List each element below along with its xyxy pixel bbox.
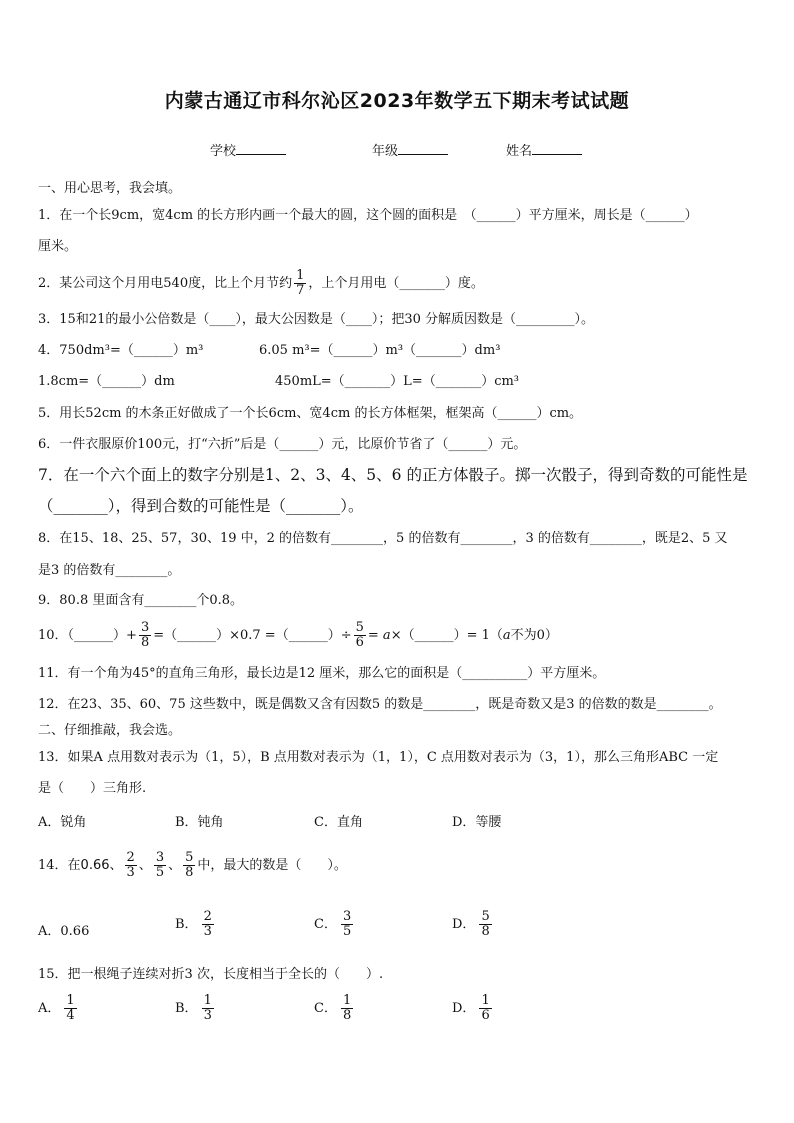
option-label: A．0.66: [38, 924, 90, 939]
fraction-numerator: 3: [342, 909, 352, 924]
separator: 、: [138, 858, 152, 873]
fraction: [183, 851, 195, 880]
question-14-text-b: 中，最大的数是（ ）。: [197, 858, 347, 873]
option-d[interactable]: [452, 994, 494, 1023]
separator: 、: [109, 858, 123, 873]
name-field[interactable]: [506, 140, 582, 159]
option-c[interactable]: C．直角: [314, 815, 363, 830]
school-field[interactable]: [210, 140, 286, 159]
fraction: [294, 269, 306, 298]
fraction-numerator: 3: [140, 620, 150, 635]
fraction-numerator: 5: [481, 909, 490, 924]
question-5: 5．用长52cm 的木条正好做成了一个长6cm、宽4cm 的长方体框架，框架高（______）cm。: [38, 406, 583, 421]
question-4-part-d: 450mL=（_______）L=（_______）cm³: [275, 374, 520, 389]
option-b[interactable]: B．钝角: [175, 815, 224, 830]
fraction: [139, 621, 151, 650]
fraction: [341, 910, 353, 939]
fraction: [154, 851, 166, 880]
fraction-denominator: 6: [481, 1008, 490, 1023]
option-label: A．: [38, 1001, 61, 1016]
option-a[interactable]: [38, 994, 79, 1023]
question-10-text-e: 不为0）: [510, 628, 558, 643]
fraction: [479, 994, 491, 1023]
fraction-denominator: 8: [342, 1008, 352, 1023]
option-b[interactable]: [175, 910, 216, 939]
variable-a: a: [382, 628, 391, 643]
fraction: [479, 910, 491, 939]
grade-field[interactable]: [372, 140, 448, 159]
fraction-denominator: 8: [140, 635, 150, 650]
fraction-numerator: 1: [342, 993, 352, 1008]
question-7-line-1: 7．在一个六个面上的数字分别是1、2、3、4、5、6 的正方体骰子。掷一次骰子，得到奇数的可能性是: [38, 466, 748, 484]
option-d[interactable]: [452, 910, 494, 939]
option-c[interactable]: [314, 910, 355, 939]
option-label: B．: [175, 1001, 198, 1016]
question-7-line-2: （_______），得到合数的可能性是（_______）。: [38, 497, 364, 515]
fraction-denominator: 3: [203, 1008, 212, 1023]
question-2: [38, 266, 764, 302]
option-label: C．: [314, 917, 337, 932]
question-10: [38, 618, 764, 654]
question-10-text-d: ×（______）= 1（: [390, 628, 503, 643]
option-d[interactable]: D．等腰: [452, 815, 502, 830]
question-4-part-c: 1.8cm=（______）dm: [38, 374, 175, 389]
question-15: 15．把一根绳子连续对折3 次，长度相当于全长的（ ）.: [38, 967, 384, 982]
question-1-line-2: 厘米。: [38, 239, 78, 254]
fraction-numerator: 1: [296, 268, 305, 283]
fraction-numerator: 3: [155, 850, 165, 865]
question-6: 6．一件衣服原价100元，打“六折”后是（______）元，比原价节省了（______）元。: [38, 437, 527, 452]
question-1-line-1: 1．在一个长9cm，宽4cm 的长方形内画一个最大的圆，这个圆的面积是 （______）平方厘米，周长是（______）: [38, 208, 698, 223]
grade-blank[interactable]: [398, 142, 448, 155]
fraction-denominator: 8: [185, 865, 194, 880]
fraction-denominator: 5: [342, 924, 352, 939]
fraction-denominator: 8: [481, 924, 490, 939]
question-9: 9．80.8 里面含有________个0.8。: [38, 593, 244, 608]
question-14: [38, 848, 764, 884]
fraction: [202, 994, 214, 1023]
question-10-text-a: 10．（______）+: [38, 628, 137, 643]
question-11: 11．有一个角为45°的直角三角形，最长边是12 厘米，那么它的面积是（__________）平方厘米。: [38, 666, 606, 681]
fraction-denominator: 5: [155, 865, 165, 880]
option-a[interactable]: A．锐角: [38, 815, 87, 830]
variable-a: a: [502, 628, 511, 643]
school-blank[interactable]: [236, 142, 286, 155]
fraction-numerator: 5: [355, 620, 364, 635]
question-10-text-c: =: [367, 628, 383, 643]
name-label: 姓名: [506, 144, 533, 159]
section-2-heading: 二、仔细推敲，我会选。: [38, 723, 182, 738]
question-3: 3．15和21的最小公倍数是（____），最大公因数是（____）；把30 分解质因数是（_________）。: [38, 312, 595, 327]
fraction-denominator: 4: [66, 1008, 75, 1023]
fraction: [202, 910, 214, 939]
question-14-text-a: 14．在: [38, 858, 81, 873]
fraction-denominator: 3: [203, 924, 212, 939]
page-title: 内蒙古通辽市科尔沁区2023年数学五下期末考试试题: [164, 90, 630, 112]
question-8-line-2: 是3 的倍数有________。: [38, 563, 181, 578]
option-label: D．: [452, 1001, 476, 1016]
grade-label: 年级: [372, 144, 399, 159]
option-a[interactable]: [38, 920, 89, 939]
section-1-heading: 一、用心思考，我会填。: [38, 181, 182, 196]
option-label: B．: [175, 917, 198, 932]
fraction: [354, 621, 366, 650]
decimal-value: 0.66: [80, 858, 110, 873]
fraction-numerator: 1: [66, 993, 75, 1008]
fraction-numerator: 1: [481, 993, 490, 1008]
question-10-text-b: =（______）×0.7 =（______）÷: [153, 628, 352, 643]
option-label: C．: [314, 1001, 337, 1016]
fraction-numerator: 2: [126, 850, 135, 865]
question-8-line-1: 8．在15、18、25、57，30、19 中，2 的倍数有________，5 的倍数有________，3 的倍数有________，既是2、5 又: [38, 531, 728, 546]
option-label: D．: [452, 917, 476, 932]
name-blank[interactable]: [532, 142, 582, 155]
question-4-part-b: 6.05 m³=（______）m³（_______）dm³: [259, 343, 501, 358]
fraction-denominator: 3: [126, 865, 135, 880]
fraction: [341, 994, 353, 1023]
school-label: 学校: [210, 144, 237, 159]
fraction-denominator: 6: [355, 635, 364, 650]
question-13-line-2: 是（ ）三角形.: [38, 781, 147, 796]
fraction: [125, 851, 137, 880]
fraction-numerator: 2: [203, 909, 212, 924]
option-c[interactable]: [314, 994, 355, 1023]
fraction-numerator: 5: [185, 850, 194, 865]
separator: 、: [168, 858, 182, 873]
question-2-text-b: ，上个月用电（_______）度。: [308, 276, 484, 291]
question-2-text-a: 2．某公司这个月用电540度，比上个月节约: [38, 276, 293, 291]
question-12: 12．在23、35、60、75 这些数中，既是偶数又含有因数5 的数是________，既是奇数又是3 的倍数的数是________。: [38, 697, 722, 712]
question-13-line-1: 13．如果A 点用数对表示为（1，5），B 点用数对表示为（1，1），C 点用数对表示为（3，1），那么三角形ABC 一定: [38, 750, 719, 765]
question-4-part-a: 4．750dm³=（______）m³: [38, 343, 204, 358]
fraction-numerator: 1: [203, 993, 212, 1008]
fraction: [64, 994, 76, 1023]
fraction-denominator: 7: [296, 283, 305, 298]
option-b[interactable]: [175, 994, 216, 1023]
